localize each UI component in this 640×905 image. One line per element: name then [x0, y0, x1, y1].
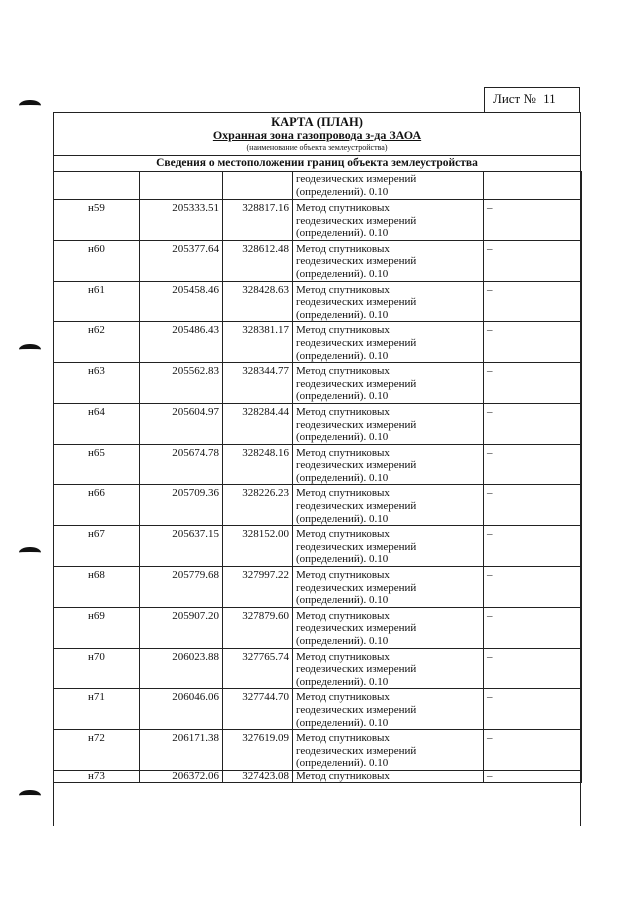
method-line: геодезических измерений [296, 214, 417, 227]
method-cell [293, 770, 484, 782]
point-cell: н59 [54, 200, 140, 241]
point-cell: н65 [54, 444, 140, 485]
table-row [54, 363, 582, 404]
point-cell: н63 [54, 363, 140, 404]
y-cell: 328284.44 [223, 403, 293, 444]
method-line: геодезических измерений [296, 377, 417, 390]
method-line: геодезических измерений [296, 459, 417, 472]
x-cell: 205709.36 [140, 485, 223, 526]
table-row [54, 240, 582, 281]
table-row [54, 689, 582, 730]
point-cell: н61 [54, 281, 140, 322]
note-cell: – [484, 281, 582, 322]
y-cell: 328817.16 [223, 200, 293, 241]
note-cell: – [484, 485, 582, 526]
method-line: Метод спутниковых [296, 650, 390, 663]
section-title: Сведения о местоположении границ объекта землеустройства [156, 157, 478, 169]
point-cell: н66 [54, 485, 140, 526]
table-row [54, 444, 582, 485]
point-cell: н64 [54, 403, 140, 444]
method-line: Метод спутниковых [296, 365, 390, 378]
method-line: Метод спутниковых [296, 691, 390, 704]
method-line: геодезических измерений [296, 744, 417, 757]
y-cell: 327744.70 [223, 689, 293, 730]
y-cell: 327619.09 [223, 730, 293, 771]
y-cell: 327765.74 [223, 648, 293, 689]
header-divider [54, 155, 580, 156]
method-line: геодезических измерений [296, 418, 417, 431]
y-cell: 327423.08 [223, 770, 293, 782]
y-cell: 328226.23 [223, 485, 293, 526]
method-line: Метод спутниковых [296, 242, 390, 255]
x-cell: 205333.51 [140, 200, 223, 241]
method-cell [293, 240, 484, 281]
method-line: Метод спутниковых [296, 769, 390, 782]
table-row [54, 770, 582, 782]
x-cell: 205562.83 [140, 363, 223, 404]
map-title: КАРТА (ПЛАН) [271, 115, 363, 129]
table-row [54, 607, 582, 648]
table-row [54, 485, 582, 526]
punch-hole-mark [19, 344, 41, 355]
table-row [54, 730, 582, 771]
point-cell: н72 [54, 730, 140, 771]
method-line: (определений). 0.10 [296, 227, 389, 240]
method-cell [293, 689, 484, 730]
y-cell: 328428.63 [223, 281, 293, 322]
method-line: геодезических измерений [296, 336, 417, 349]
x-cell: 205604.97 [140, 403, 223, 444]
method-line: (определений). 0.10 [296, 512, 389, 525]
y-cell: 328152.00 [223, 526, 293, 567]
point-cell: н60 [54, 240, 140, 281]
method-line: (определений). 0.10 [296, 594, 389, 607]
method-line: (определений). 0.10 [296, 390, 389, 403]
method-line: (определений). 0.10 [296, 349, 389, 362]
note-cell: – [484, 526, 582, 567]
table-row [54, 403, 582, 444]
x-cell: 205377.64 [140, 240, 223, 281]
method-line: геодезических измерений [296, 296, 417, 309]
method-line: Метод спутниковых [296, 487, 390, 500]
method-cell [293, 485, 484, 526]
method-cell [293, 648, 484, 689]
method-line: Метод спутниковых [296, 446, 390, 459]
table-row [54, 281, 582, 322]
method-line: Метод спутниковых [296, 324, 390, 337]
note-cell: – [484, 648, 582, 689]
method-line: геодезических измерений [296, 622, 417, 635]
method-cell [293, 363, 484, 404]
object-name: Охранная зона газопровода з-да ЗАОА [212, 128, 422, 142]
method-line: геодезических измерений [296, 540, 417, 553]
sheet-number-box [484, 87, 580, 113]
x-cell: 206171.38 [140, 730, 223, 771]
method-line: Метод спутниковых [296, 609, 390, 622]
method-line: Метод спутниковых [296, 569, 390, 582]
y-cell: 328344.77 [223, 363, 293, 404]
method-line: Метод спутниковых [296, 528, 390, 541]
x-cell: 205907.20 [140, 607, 223, 648]
note-cell: – [484, 363, 582, 404]
x-cell: 205779.68 [140, 567, 223, 608]
method-cell [293, 322, 484, 363]
method-line: Метод спутниковых [296, 202, 390, 214]
x-cell: 206023.88 [140, 648, 223, 689]
y-cell: 327997.22 [223, 567, 293, 608]
method-line: (определений). 0.10 [296, 675, 389, 688]
x-cell: 206372.06 [140, 770, 223, 782]
table-row [54, 567, 582, 608]
note-cell: – [484, 689, 582, 730]
method-cell [293, 281, 484, 322]
table-row-continued [54, 172, 582, 200]
method-line: геодезических измерений [296, 663, 417, 676]
method-line: (определений). 0.10 [296, 267, 389, 280]
note-cell [484, 172, 582, 200]
method-line: геодезических измерений [296, 703, 417, 716]
note-cell: – [484, 730, 582, 771]
point-cell [54, 172, 140, 200]
method-cell [293, 444, 484, 485]
punch-hole-mark [19, 790, 41, 801]
method-line: Метод спутниковых [296, 732, 390, 745]
method-line: (определений). 0.10 [296, 635, 389, 647]
punch-hole-mark [19, 547, 41, 558]
coordinates-table [53, 171, 582, 783]
note-cell: – [484, 403, 582, 444]
table-row [54, 526, 582, 567]
punch-hole-mark [19, 100, 41, 111]
note-cell: – [484, 444, 582, 485]
method-cell [293, 607, 484, 648]
method-cell [293, 200, 484, 241]
object-caption: (наименование объекта землеустройства) [246, 143, 388, 152]
point-cell: н69 [54, 607, 140, 648]
y-cell [223, 172, 293, 200]
table-row [54, 648, 582, 689]
method-cell [293, 567, 484, 608]
method-line: (определений). 0.10 [296, 431, 389, 444]
method-line: геодезических измерений [296, 173, 417, 185]
note-cell: – [484, 200, 582, 241]
method-line: (определений). 0.10 [296, 185, 389, 198]
point-cell: н71 [54, 689, 140, 730]
note-cell: – [484, 322, 582, 363]
method-line: Метод спутниковых [296, 405, 390, 418]
method-line: Метод спутниковых [296, 283, 390, 296]
method-cell [293, 526, 484, 567]
method-cell [293, 172, 484, 200]
method-line: геодезических измерений [296, 500, 417, 513]
sheet-number: 11 [543, 91, 556, 106]
y-cell: 328248.16 [223, 444, 293, 485]
method-line: (определений). 0.10 [296, 757, 389, 770]
note-cell: – [484, 240, 582, 281]
method-line: (определений). 0.10 [296, 471, 389, 484]
x-cell: 206046.06 [140, 689, 223, 730]
point-cell: н73 [54, 770, 140, 782]
point-cell: н70 [54, 648, 140, 689]
point-cell: н68 [54, 567, 140, 608]
x-cell: 205458.46 [140, 281, 223, 322]
point-cell: н67 [54, 526, 140, 567]
method-line: (определений). 0.10 [296, 553, 389, 566]
y-cell: 327879.60 [223, 607, 293, 648]
x-cell: 205674.78 [140, 444, 223, 485]
y-cell: 328381.17 [223, 322, 293, 363]
method-cell [293, 730, 484, 771]
method-line: геодезических измерений [296, 255, 417, 268]
method-cell [293, 403, 484, 444]
method-line: геодезических измерений [296, 581, 417, 594]
table-row [54, 200, 582, 241]
method-line: (определений). 0.10 [296, 308, 389, 321]
x-cell [140, 172, 223, 200]
sheet-label: Лист № [493, 91, 536, 106]
x-cell: 205486.43 [140, 322, 223, 363]
method-line: (определений). 0.10 [296, 716, 389, 729]
point-cell: н62 [54, 322, 140, 363]
note-cell: – [484, 607, 582, 648]
x-cell: 205637.15 [140, 526, 223, 567]
note-cell: – [484, 770, 582, 782]
y-cell: 328612.48 [223, 240, 293, 281]
table-row [54, 322, 582, 363]
note-cell: – [484, 567, 582, 608]
